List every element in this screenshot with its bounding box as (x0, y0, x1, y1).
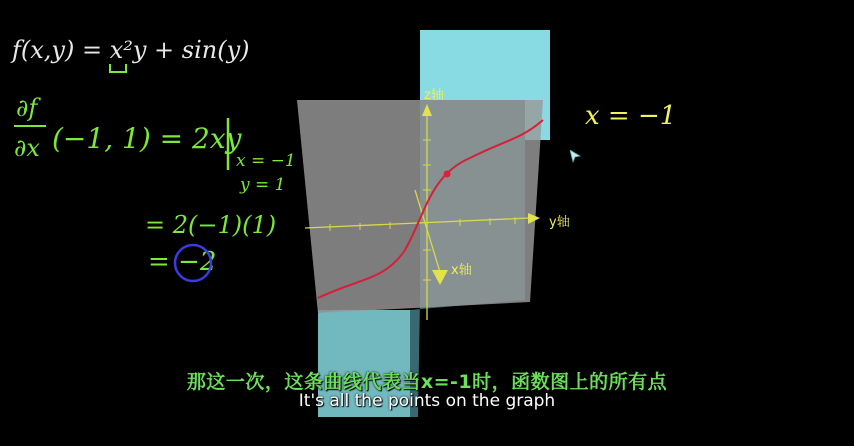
step-1: = 2(−1)(1) (145, 211, 277, 239)
derivative-numerator: ∂f (16, 94, 38, 122)
subtitle-chinese: 那这一次，这条曲线代表当x=-1时，函数图上的所有点 (186, 371, 668, 393)
pen-cursor-icon (570, 150, 582, 164)
annotation-x-eq: x = −1 (585, 101, 677, 131)
point-on-curve (444, 171, 451, 178)
subtitle-english: It's all the points on the graph (298, 391, 556, 411)
x-axis-label: x轴 (451, 263, 472, 278)
derivative-point-eq: (−1, 1) = 2xy (52, 122, 242, 155)
eval-x: x = −1 (236, 151, 296, 171)
step-2: = −2 (148, 247, 217, 277)
y-axis-label: y轴 (549, 215, 570, 230)
derivative-denominator: ∂x (14, 134, 40, 162)
formula-underline (110, 64, 126, 72)
z-axis-label: z轴 (424, 88, 444, 103)
formula-line1: f(x,y) = x²y + sin(y) (12, 36, 250, 64)
eval-y: y = 1 (240, 175, 286, 195)
